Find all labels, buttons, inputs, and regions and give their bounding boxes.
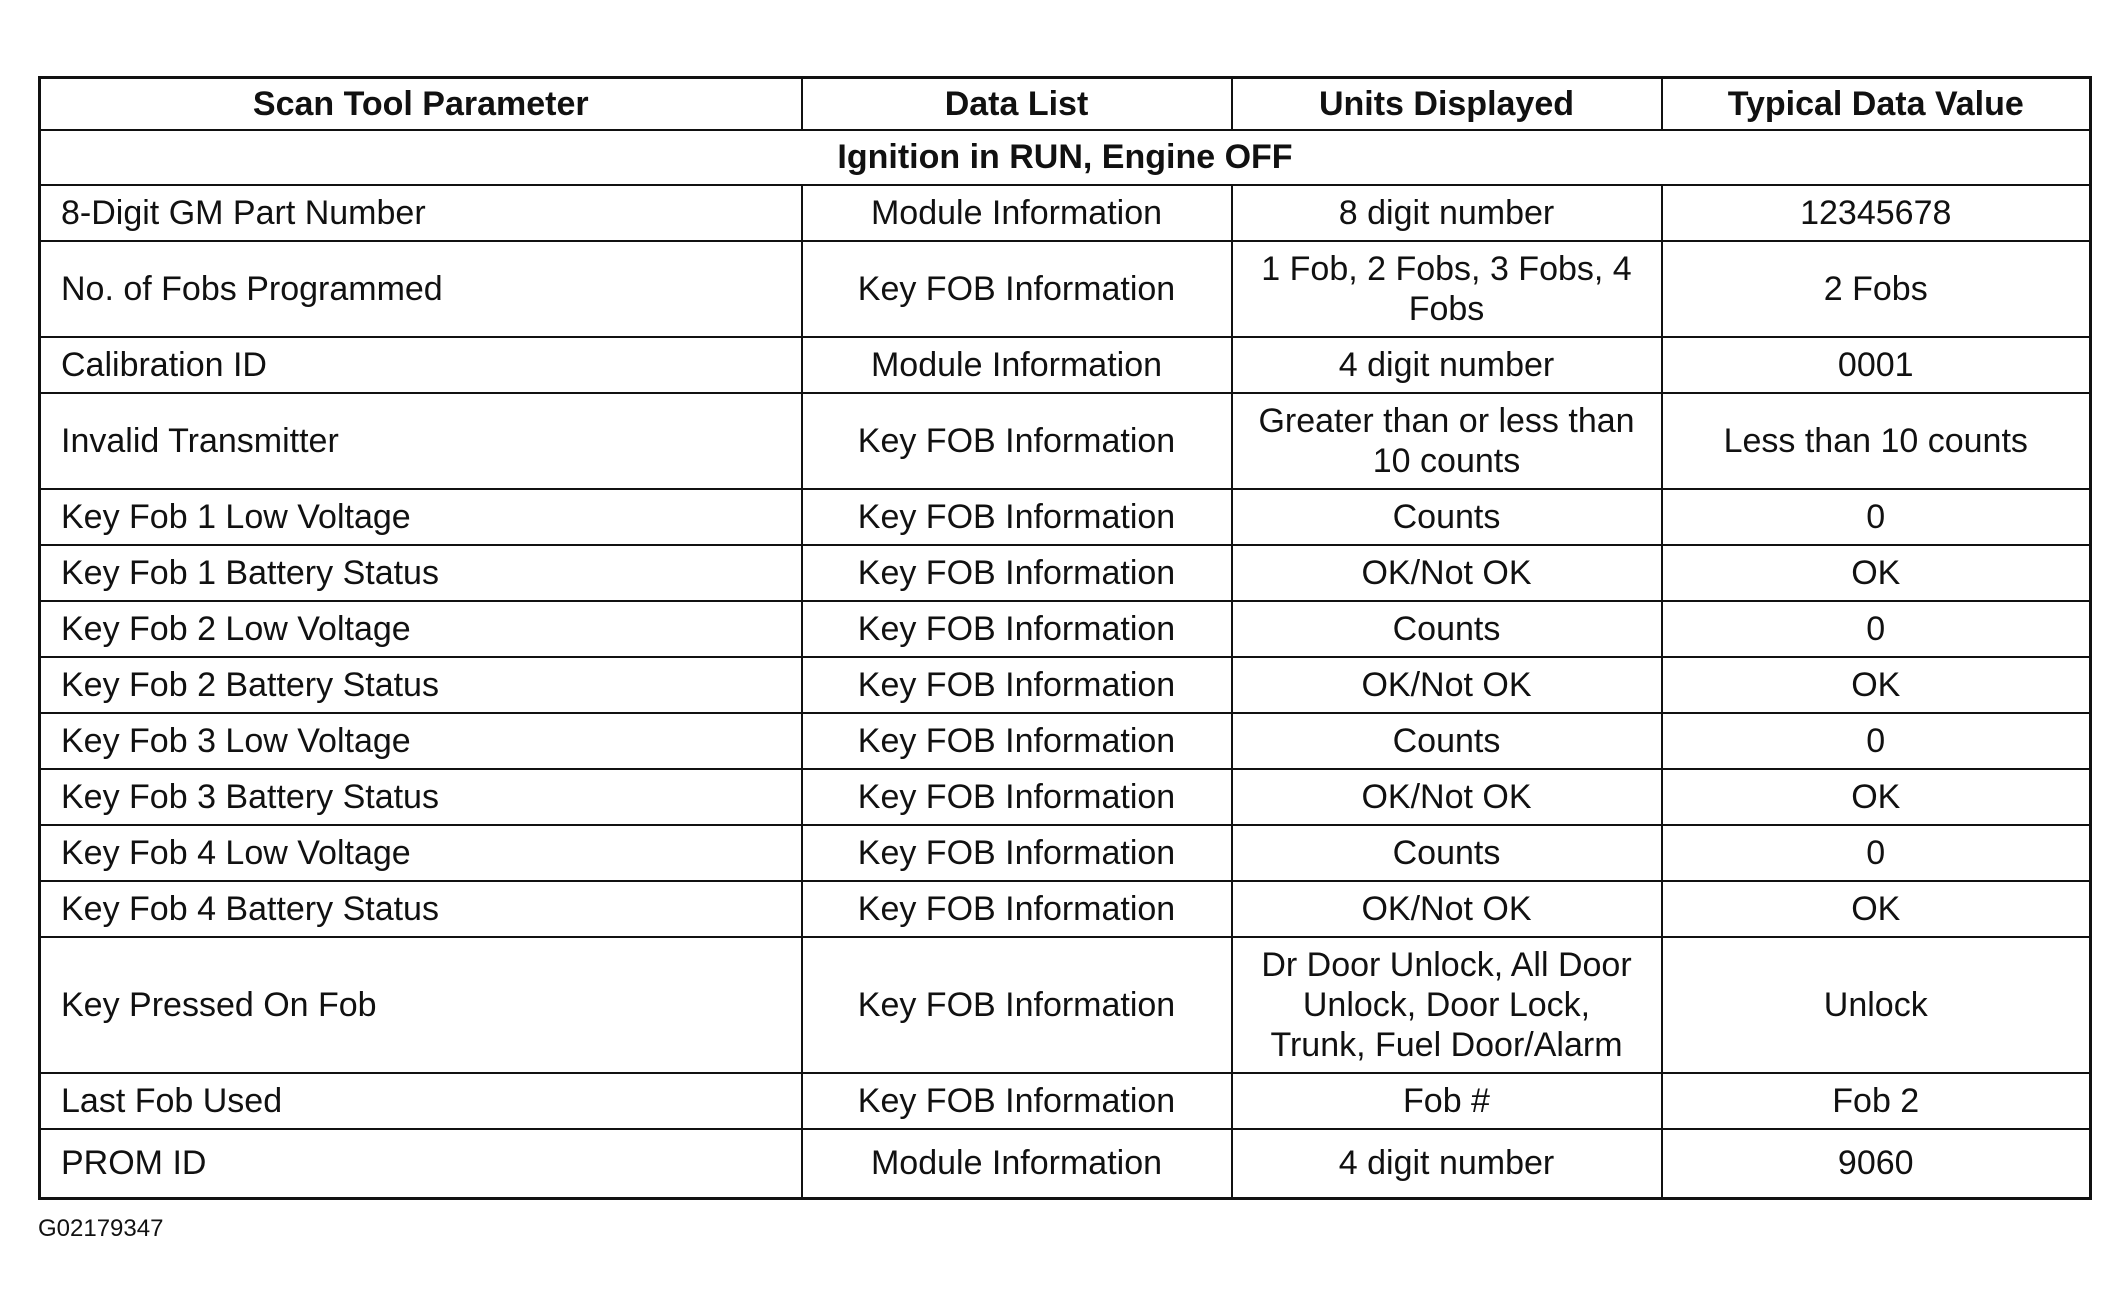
cell-data-list: Key FOB Information	[802, 769, 1232, 825]
cell-data-list: Key FOB Information	[802, 825, 1232, 881]
cell-data-list: Module Information	[802, 337, 1232, 393]
header-units-displayed: Units Displayed	[1232, 78, 1662, 130]
cell-data-list: Key FOB Information	[802, 713, 1232, 769]
table-row	[40, 937, 2091, 1073]
table-row	[40, 241, 2091, 337]
cell-typical: 0001	[1662, 337, 2091, 393]
cell-units: Greater than or less than 10 counts	[1232, 393, 1662, 489]
scan-tool-data-table	[38, 76, 2092, 1200]
table-row	[40, 601, 2091, 657]
cell-parameter: PROM ID	[40, 1129, 802, 1199]
cell-parameter: Key Fob 3 Battery Status	[40, 769, 802, 825]
cell-parameter: Key Fob 1 Battery Status	[40, 545, 802, 601]
cell-data-list: Key FOB Information	[802, 1073, 1232, 1129]
cell-units: Counts	[1232, 601, 1662, 657]
cell-units: OK/Not OK	[1232, 769, 1662, 825]
table-row	[40, 881, 2091, 937]
cell-parameter: Calibration ID	[40, 337, 802, 393]
cell-data-list: Key FOB Information	[802, 937, 1232, 1073]
cell-units: Dr Door Unlock, All Door Unlock, Door Lock, Trunk, Fuel Door/Alarm	[1232, 937, 1662, 1073]
cell-typical: 2 Fobs	[1662, 241, 2091, 337]
cell-parameter: No. of Fobs Programmed	[40, 241, 802, 337]
cell-typical: Less than 10 counts	[1662, 393, 2091, 489]
cell-data-list: Key FOB Information	[802, 545, 1232, 601]
cell-parameter: Key Fob 4 Battery Status	[40, 881, 802, 937]
cell-typical: OK	[1662, 657, 2091, 713]
cell-typical: 0	[1662, 489, 2091, 545]
cell-units: Counts	[1232, 713, 1662, 769]
cell-units: 4 digit number	[1232, 1129, 1662, 1199]
cell-parameter: 8-Digit GM Part Number	[40, 185, 802, 241]
cell-parameter: Invalid Transmitter	[40, 393, 802, 489]
table-row	[40, 489, 2091, 545]
cell-typical: OK	[1662, 545, 2091, 601]
table-row	[40, 185, 2091, 241]
cell-typical: OK	[1662, 881, 2091, 937]
cell-typical: 0	[1662, 601, 2091, 657]
cell-parameter: Key Fob 2 Low Voltage	[40, 601, 802, 657]
cell-typical: 0	[1662, 713, 2091, 769]
table-row	[40, 337, 2091, 393]
cell-units: OK/Not OK	[1232, 545, 1662, 601]
cell-units: Counts	[1232, 489, 1662, 545]
cell-data-list: Key FOB Information	[802, 881, 1232, 937]
table-row	[40, 1129, 2091, 1199]
section-row	[40, 130, 2091, 185]
cell-parameter: Key Fob 1 Low Voltage	[40, 489, 802, 545]
cell-units: OK/Not OK	[1232, 657, 1662, 713]
cell-data-list: Key FOB Information	[802, 393, 1232, 489]
table-row	[40, 769, 2091, 825]
header-typical-data-value: Typical Data Value	[1662, 78, 2091, 130]
table-row	[40, 1073, 2091, 1129]
cell-data-list: Key FOB Information	[802, 657, 1232, 713]
figure-id: G02179347	[38, 1215, 164, 1242]
cell-units: 4 digit number	[1232, 337, 1662, 393]
table-row	[40, 545, 2091, 601]
cell-units: 8 digit number	[1232, 185, 1662, 241]
cell-data-list: Key FOB Information	[802, 601, 1232, 657]
cell-data-list: Module Information	[802, 1129, 1232, 1199]
cell-typical: Unlock	[1662, 937, 2091, 1073]
cell-units: OK/Not OK	[1232, 881, 1662, 937]
header-data-list: Data List	[802, 78, 1232, 130]
section-title: Ignition in RUN, Engine OFF	[40, 130, 2091, 185]
header-scan-tool-parameter: Scan Tool Parameter	[40, 78, 802, 130]
cell-typical: 0	[1662, 825, 2091, 881]
cell-typical: 9060	[1662, 1129, 2091, 1199]
cell-units: Fob #	[1232, 1073, 1662, 1129]
table-row	[40, 825, 2091, 881]
table-row	[40, 657, 2091, 713]
cell-parameter: Key Pressed On Fob	[40, 937, 802, 1073]
cell-parameter: Key Fob 2 Battery Status	[40, 657, 802, 713]
cell-parameter: Key Fob 4 Low Voltage	[40, 825, 802, 881]
header-row	[40, 78, 2091, 130]
cell-data-list: Module Information	[802, 185, 1232, 241]
cell-parameter: Last Fob Used	[40, 1073, 802, 1129]
cell-parameter: Key Fob 3 Low Voltage	[40, 713, 802, 769]
cell-typical: OK	[1662, 769, 2091, 825]
cell-typical: Fob 2	[1662, 1073, 2091, 1129]
cell-data-list: Key FOB Information	[802, 489, 1232, 545]
table-row	[40, 713, 2091, 769]
cell-typical: 12345678	[1662, 185, 2091, 241]
cell-data-list: Key FOB Information	[802, 241, 1232, 337]
cell-units: Counts	[1232, 825, 1662, 881]
cell-units: 1 Fob, 2 Fobs, 3 Fobs, 4 Fobs	[1232, 241, 1662, 337]
table-row	[40, 393, 2091, 489]
